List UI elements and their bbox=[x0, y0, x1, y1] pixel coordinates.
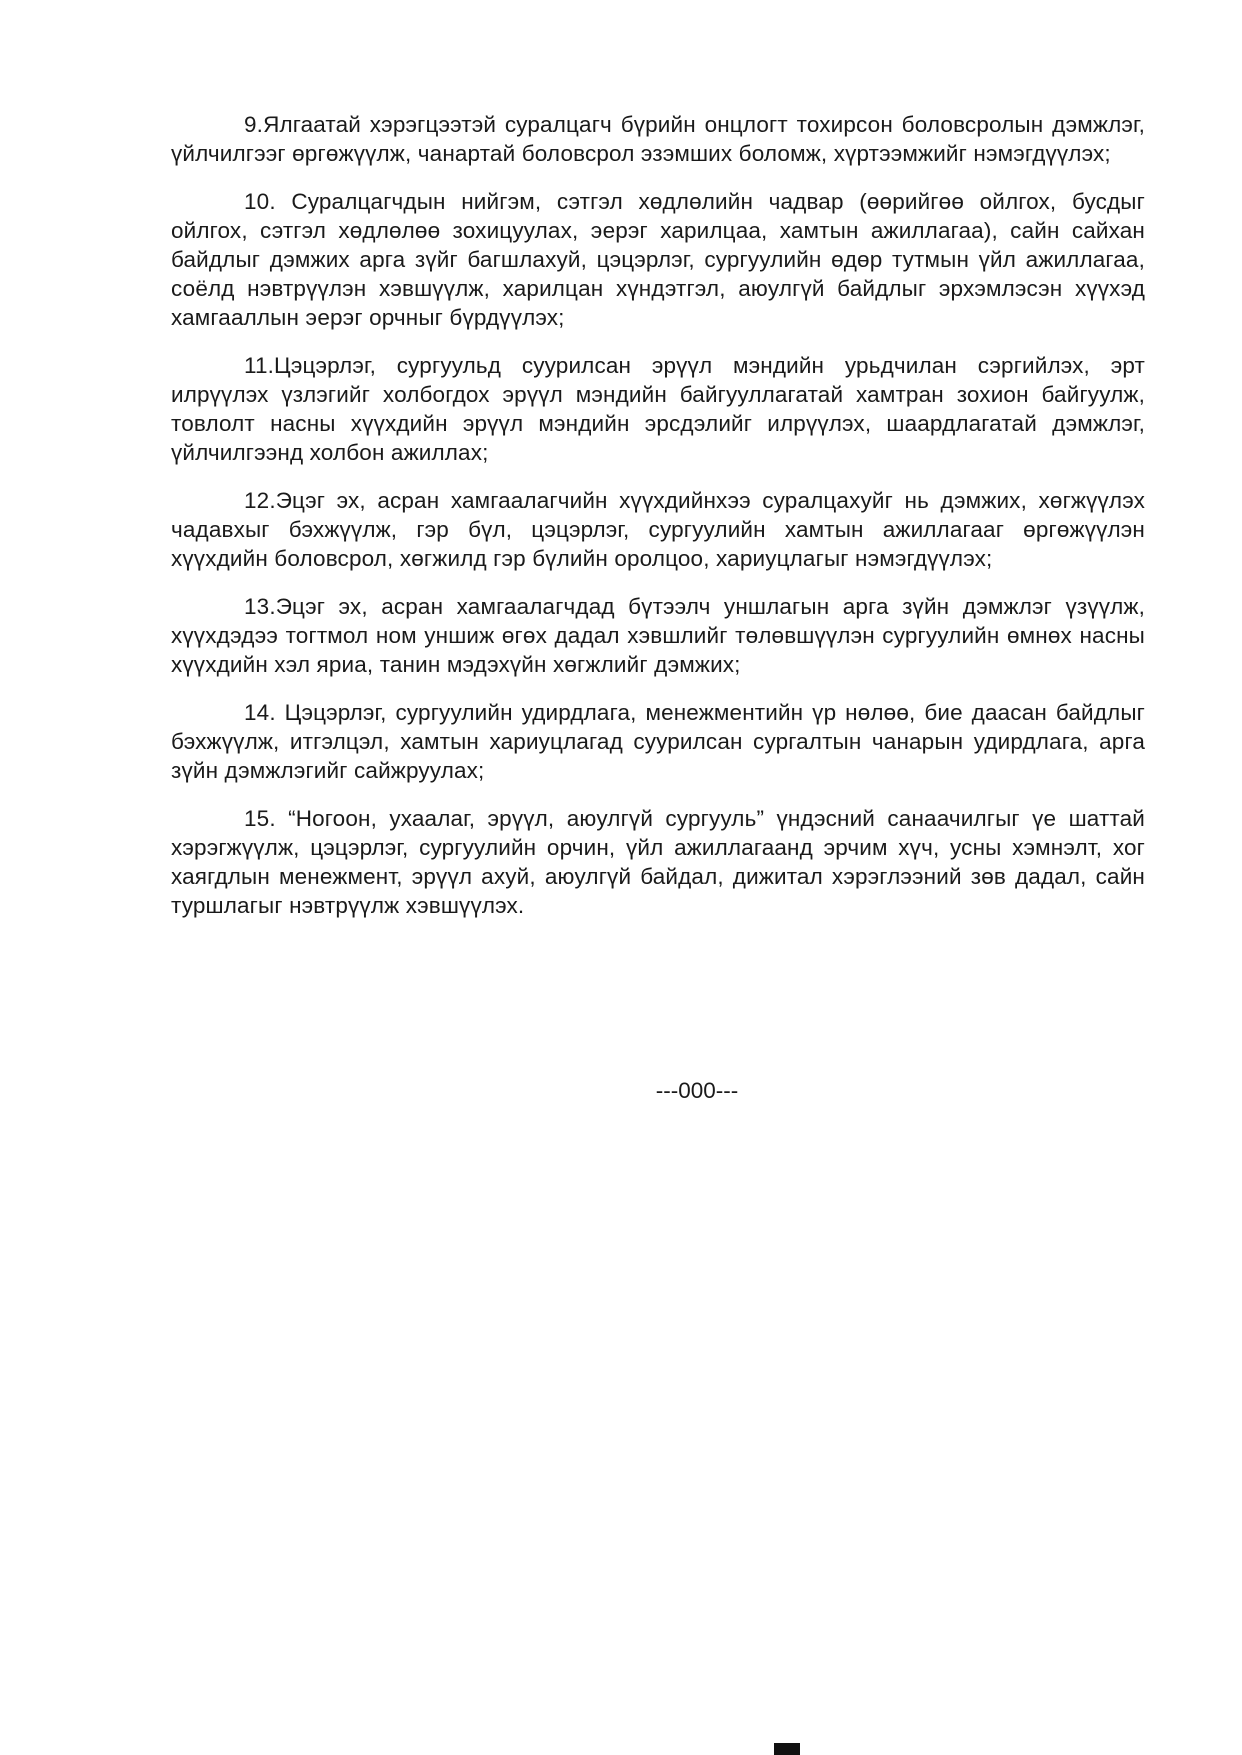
paragraph-item-10: 10. Суралцагчдын нийгэм, сэтгэл хөдлөлийн чадвар (өөрийгөө ойлгох, бусдыг ойлгох, сэтгэл хөдлөлөө зохицуулах, эерэг харилцаа, хамтын ажиллагаа), сайн сайхан байдлыг дэмжих арга зүйг багшлахуй, цэцэрлэг, сургуулийн өдөр тутмын үйл ажиллагаа, соёлд нэвтрүүлэн хэвшүүлж, харилцан хүндэтгэл, аюулгүй байдлыг эрхэмлэсэн хүүхэд хамгааллын эерэг орчныг бүрдүүлэх; bbox=[171, 189, 1145, 330]
page-edge-mark bbox=[774, 1743, 800, 1755]
document-body bbox=[171, 110, 1145, 939]
paragraph-item-11: 11.Цэцэрлэг, сургуульд суурилсан эрүүл мэндийн урьдчилан сэргийлэх, эрт илрүүлэх үзлэгийг холбогдох эрүүл мэндийн байгууллагатай хамтран зохион байгуулж, товлолт насны хүүхдийн эрүүл мэндийн эрсдэлийг илрүүлэх, шаардлагатай дэмжлэг, үйлчилгээнд холбон ажиллах; bbox=[171, 353, 1145, 465]
paragraph-item-15: 15. “Ногоон, ухаалаг, эрүүл, аюулгүй сургууль” үндэсний санаачилгыг үе шаттай хэрэгжүүлж, цэцэрлэг, сургуулийн орчин, үйл ажиллагаанд эрчим хүч, усны хэмнэлт, хог хаягдлын менежмент, эрүүл ахуй, аюулгүй байдал, дижитал хэрэглээний зөв дадал, сайн туршлагыг нэвтрүүлж хэвшүүлэх. bbox=[171, 806, 1145, 918]
paragraph-item-13: 13.Эцэг эх, асран хамгаалагчдад бүтээлч уншлагын арга зүйн дэмжлэг үзүүлж, хүүхдэдээ тогтмол ном уншиж өгөх дадал хэвшлийг төлөвшүүлэн сургуулийн өмнөх насны хүүхдийн хэл яриа, танин мэдэхүйн хөгжлийг дэмжих; bbox=[171, 594, 1145, 677]
document-end-mark: ---000--- bbox=[655, 1078, 739, 1103]
paragraph-item-12: 12.Эцэг эх, асран хамгаалагчийн хүүхдийнхээ суралцахуйг нь дэмжих, хөгжүүлэх чадавхыг бэхжүүлж, гэр бүл, цэцэрлэг, сургуулийн хамтын ажиллагааг өргөжүүлэн хүүхдийн боловсрол, хөгжилд гэр бүлийн оролцоо, хариуцлагыг нэмэгдүүлэх; bbox=[171, 488, 1145, 571]
paragraph-item-14: 14. Цэцэрлэг, сургуулийн удирдлага, менежментийн үр нөлөө, бие даасан байдлыг бэхжүүлж, итгэлцэл, хамтын хариуцлагад суурилсан сургалтын чанарын удирдлага, арга зүйн дэмжлэгийг сайжруулах; bbox=[171, 700, 1145, 783]
paragraph-item-9: 9.Ялгаатай хэрэгцээтэй суралцагч бүрийн онцлогт тохирсон боловсролын дэмжлэг, үйлчилгээг өргөжүүлж, чанартай боловсрол эзэмших боломж, хүртээмжийг нэмэгдүүлэх; bbox=[171, 112, 1145, 166]
